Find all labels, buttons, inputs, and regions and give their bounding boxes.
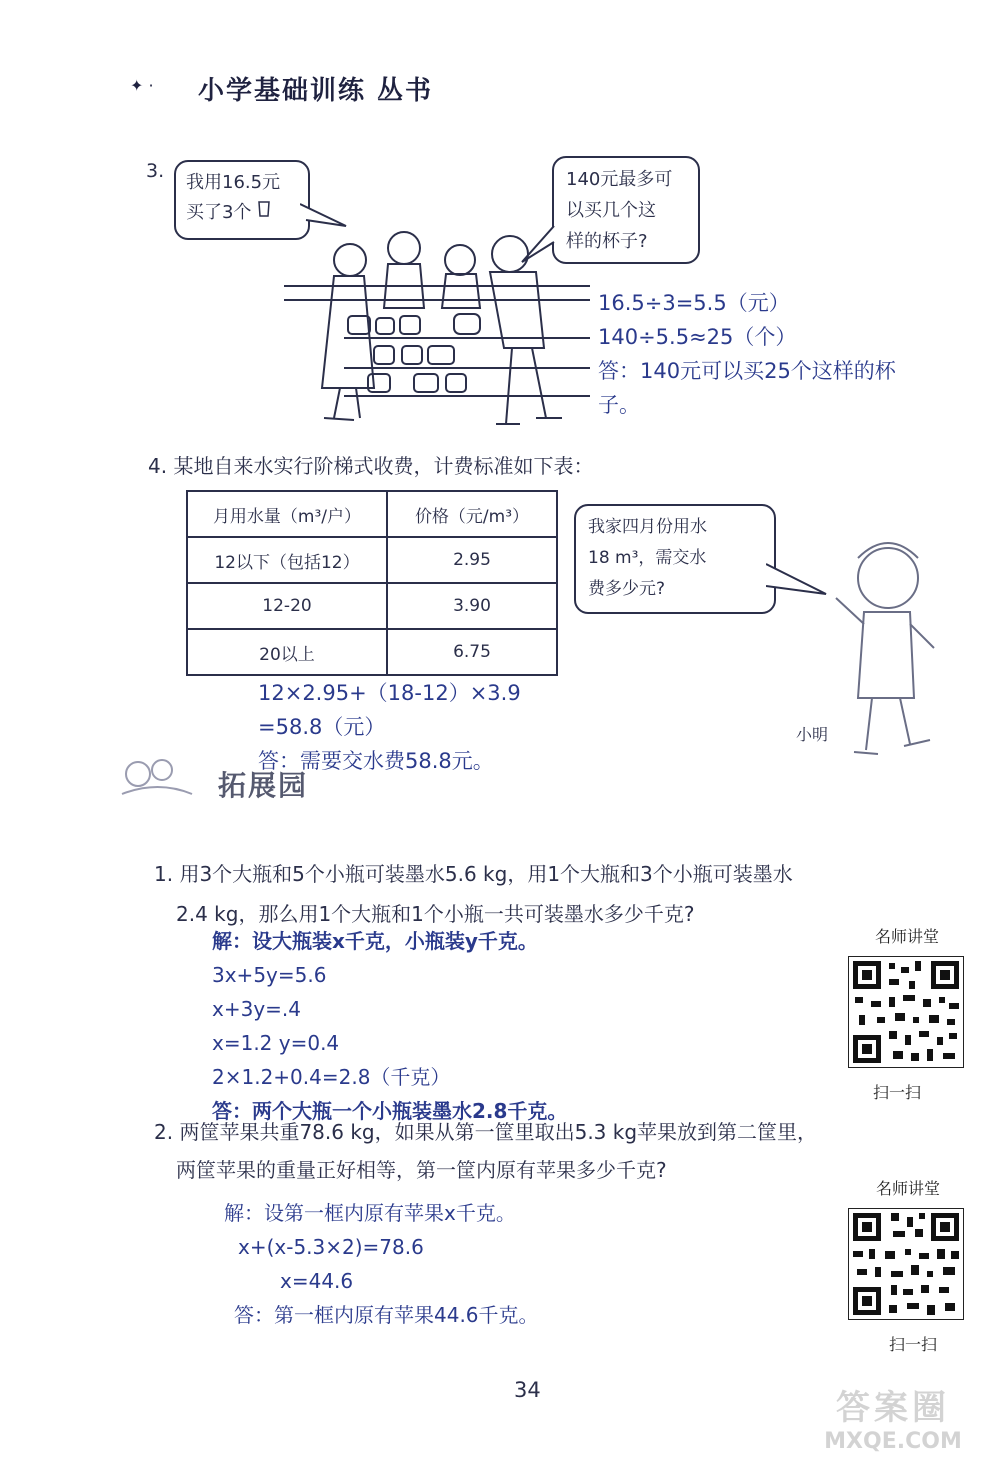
character-name-xiaoming: 小明 bbox=[796, 725, 829, 744]
header-decoration: ✦ · bbox=[130, 76, 154, 95]
q4-answer bbox=[258, 676, 521, 778]
section-decoration-icon bbox=[118, 754, 198, 804]
question-3-number: 3. bbox=[146, 160, 165, 182]
bubble-right-line1: 140元最多可 bbox=[566, 169, 673, 190]
bubble-xiaoming-line1: 我家四月份用水 bbox=[588, 517, 707, 537]
p1-answer-line2: 3x+5y=5.6 bbox=[212, 963, 327, 987]
qr-label-top-1: 名师讲堂 bbox=[874, 927, 939, 946]
q4-answer-line3: 答：需要交水费58.8元。 bbox=[258, 749, 494, 773]
p2-answer-line1: 解：设第一框内原有苹果x千克。 bbox=[224, 1201, 516, 1225]
p1-answer-line3: x+3y=.4 bbox=[212, 997, 301, 1021]
table-cell: 12-20 bbox=[187, 583, 387, 629]
table-cell: 6.75 bbox=[387, 629, 557, 675]
bubble-right-line2: 以买几个这 bbox=[566, 200, 656, 221]
cup-icon bbox=[257, 198, 271, 228]
p2-answer-line3: x=44.6 bbox=[280, 1269, 354, 1293]
problem-2-text-line1: 2. 两筐苹果共重78.6 kg，如果从第一筐里取出5.3 kg苹果放到第二筐里， bbox=[154, 1120, 818, 1144]
bubble-xiaoming-line3: 费多少元? bbox=[588, 579, 666, 599]
problem-2-text-line2: 两筐苹果的重量正好相等，第一筐内原有苹果多少千克? bbox=[176, 1158, 667, 1182]
p2-answer-line4: 答：第一框内原有苹果44.6千克。 bbox=[234, 1303, 539, 1327]
bubble-left-tail bbox=[300, 200, 350, 230]
shop-illustration bbox=[284, 228, 594, 436]
bubble-right-line3: 样的杯子? bbox=[566, 231, 648, 252]
table-cell: 12以下（包括12） bbox=[187, 537, 387, 583]
qr-label-bottom-1: 扫一扫 bbox=[872, 1083, 921, 1102]
speech-bubble-xiaoming bbox=[574, 504, 776, 614]
series-title: 小学基础训练 丛书 bbox=[198, 76, 434, 106]
watermark-logo bbox=[808, 1380, 978, 1454]
table-header-row bbox=[187, 491, 557, 537]
q3-answer-line1: 16.5÷3=5.5（元） bbox=[598, 291, 790, 315]
bubble-left-line2-text: 买了3个 bbox=[186, 202, 252, 223]
bubble-xiaoming-line2: 18 m³，需交水 bbox=[588, 548, 707, 568]
table-cell: 2.95 bbox=[387, 537, 557, 583]
bubble-left-line2 bbox=[186, 198, 298, 228]
section-label: 拓展园 bbox=[218, 769, 309, 802]
p1-answer-line4: x=1.2 y=0.4 bbox=[212, 1031, 340, 1055]
p1-answer-line5: 2×1.2+0.4=2.8（千克） bbox=[212, 1065, 451, 1089]
q3-answer bbox=[598, 286, 896, 422]
q4-answer-line1: 12×2.95+（18-12）×3.9 bbox=[258, 681, 521, 705]
table-cell: 20以上 bbox=[187, 629, 387, 675]
problem-1-text-line1: 1. 用3个大瓶和5个小瓶可装墨水5.6 kg，用1个大瓶和3个小瓶可装墨水 bbox=[154, 862, 793, 886]
q3-answer-line2: 140÷5.5≈25（个） bbox=[598, 325, 797, 349]
qr-code-icon[interactable] bbox=[848, 956, 964, 1068]
watermark-line2: MXQE.COM bbox=[824, 1429, 962, 1454]
table-row bbox=[187, 629, 557, 675]
p1-answer bbox=[212, 924, 567, 1128]
p1-answer-line1: 解：设大瓶装x千克，小瓶装y千克。 bbox=[212, 929, 538, 953]
problem-1-text-line2: 2.4 kg，那么用1个大瓶和1个小瓶一共可装墨水多少千克? bbox=[176, 902, 695, 926]
watermark-line1: 答案圈 bbox=[836, 1388, 950, 1428]
qr-label-top-2: 名师讲堂 bbox=[875, 1179, 940, 1198]
q4-answer-line2: =58.8（元） bbox=[258, 715, 386, 739]
qr-label-bottom-2: 扫一扫 bbox=[888, 1335, 937, 1354]
p1-answer-line6: 答：两个大瓶一个小瓶装墨水2.8千克。 bbox=[212, 1099, 568, 1123]
q3-answer-line3: 答：140元可以买25个这样的杯 bbox=[598, 359, 896, 383]
page-number: 34 bbox=[514, 1378, 541, 1402]
table-cell: 3.90 bbox=[387, 583, 557, 629]
water-fee-table bbox=[186, 490, 558, 676]
qr-code-icon[interactable] bbox=[848, 1208, 964, 1320]
table-header-cell: 月用水量（m³/户） bbox=[187, 491, 387, 537]
xiaoming-illustration bbox=[818, 528, 948, 768]
bubble-left-line1: 我用16.5元 bbox=[186, 172, 281, 193]
table-row bbox=[187, 537, 557, 583]
table-header-cell: 价格（元/m³） bbox=[387, 491, 557, 537]
q3-answer-line4: 子。 bbox=[598, 393, 640, 417]
question-4-text: 4. 某地自来水实行阶梯式收费，计费标准如下表： bbox=[148, 454, 594, 478]
p2-answer-line2: x+(x-5.3×2)=78.6 bbox=[238, 1235, 424, 1259]
table-row bbox=[187, 583, 557, 629]
